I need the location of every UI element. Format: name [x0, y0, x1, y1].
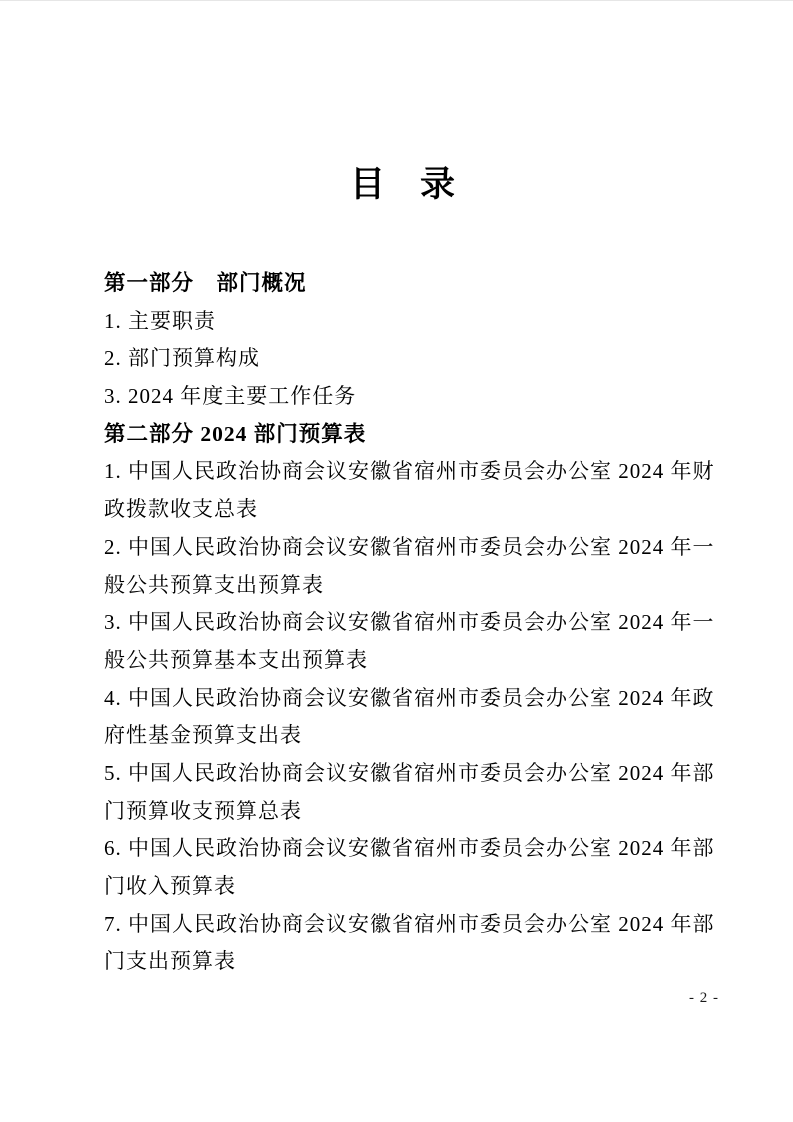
toc-entry-part2-2-line2: 般公共预算支出预算表 [104, 572, 324, 597]
toc-entry-part2-5-line1: 5. 中国人民政治协商会议安徽省宿州市委员会办公室 2024 年部 [104, 760, 715, 785]
toc-entry-part2-7-line1: 7. 中国人民政治协商会议安徽省宿州市委员会办公室 2024 年部 [104, 911, 715, 936]
toc-entry-part2-2-line1: 2. 中国人民政治协商会议安徽省宿州市委员会办公室 2024 年一 [104, 534, 715, 559]
page-number: - 2 - [689, 990, 719, 1006]
toc-entry-part2-5-line2: 门预算收支预算总表 [104, 798, 302, 823]
toc-entry-part2-7-line2: 门支出预算表 [104, 949, 236, 974]
table-of-contents [104, 265, 764, 981]
toc-entry-part2-6-line2: 门收入预算表 [104, 874, 236, 898]
toc-entry-part2-1-line2: 政拨款收支总表 [104, 497, 258, 522]
toc-entry-part2-3-line1: 3. 中国人民政治协商会议安徽省宿州市委员会办公室 2024 年一 [104, 610, 715, 635]
toc-entry-part2-6-line1: 6. 中国人民政治协商会议安徽省宿州市委员会办公室 2024 年部 [104, 836, 715, 861]
toc-entry-part1-1: 1. 主要职责 [104, 308, 216, 333]
toc-entry-part1-3: 3. 2024 年度主要工作任务 [104, 384, 357, 409]
toc-entry-part2-4-line1: 4. 中国人民政治协商会议安徽省宿州市委员会办公室 2024 年政 [104, 685, 715, 710]
toc-entry-part2-3-line2: 般公共预算基本支出预算表 [104, 647, 368, 672]
toc-entry-part2-1-line1: 1. 中国人民政治协商会议安徽省宿州市委员会办公室 2024 年财 [104, 459, 715, 484]
toc-entry-part2-4-line2: 府性基金预算支出表 [104, 723, 302, 748]
toc-entry-part1-2: 2. 部门预算构成 [104, 346, 260, 371]
toc-section-1-heading: 第一部分 部门概况 [104, 271, 307, 295]
page-title: 目 录 [349, 165, 455, 204]
toc-section-2-heading: 第二部分 2024 部门预算表 [104, 421, 367, 446]
